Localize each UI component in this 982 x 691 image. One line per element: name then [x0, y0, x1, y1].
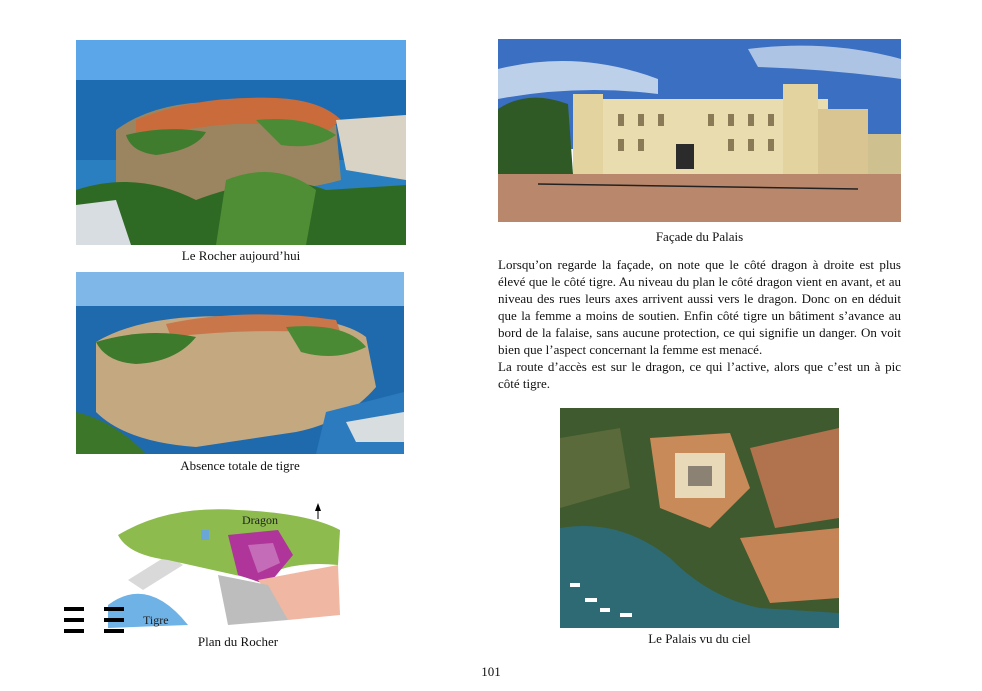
rocher-today-photo [76, 40, 406, 245]
body-paragraph-2: La route d’accès est sur le dragon, ce qui l’active, alors que c’est un à pic côté tigre. [498, 359, 901, 391]
aerial-photo [560, 408, 839, 628]
facade-photo [498, 39, 901, 222]
no-tiger-photo [76, 272, 404, 454]
plan-map [108, 485, 344, 628]
no-tiger-caption: Absence totale de tigre [180, 458, 300, 473]
body-text [498, 256, 901, 392]
body-paragraph-1: Lorsqu’on regarde la façade, on note que le côté dragon à droite est plus élevé que le côté tigre. Au niveau du plan le côté dragon vient en avant, et au niveau des rues leurs axes arrivent aussi vers le dragon. Donc on en déduit que la femme a moins de soutien. Enfin côté tigre un bâtiment s’avance au bord de la falaise, sans aucune protection, ce qui signifie un danger. On voit bien que l’aspect concernant la femme est menacé. [498, 257, 901, 357]
plan-caption: Plan du Rocher [197, 634, 279, 649]
plan-label-dragon: Dragon [242, 513, 278, 527]
rocher-today-caption: Le Rocher aujourd’hui [181, 248, 301, 263]
page-number: 101 [481, 664, 501, 679]
aerial-caption: Le Palais vu du ciel [648, 631, 751, 646]
trigram-icon [64, 607, 126, 635]
plan-label-tigre: Tigre [143, 613, 169, 627]
facade-caption: Façade du Palais [655, 229, 744, 244]
